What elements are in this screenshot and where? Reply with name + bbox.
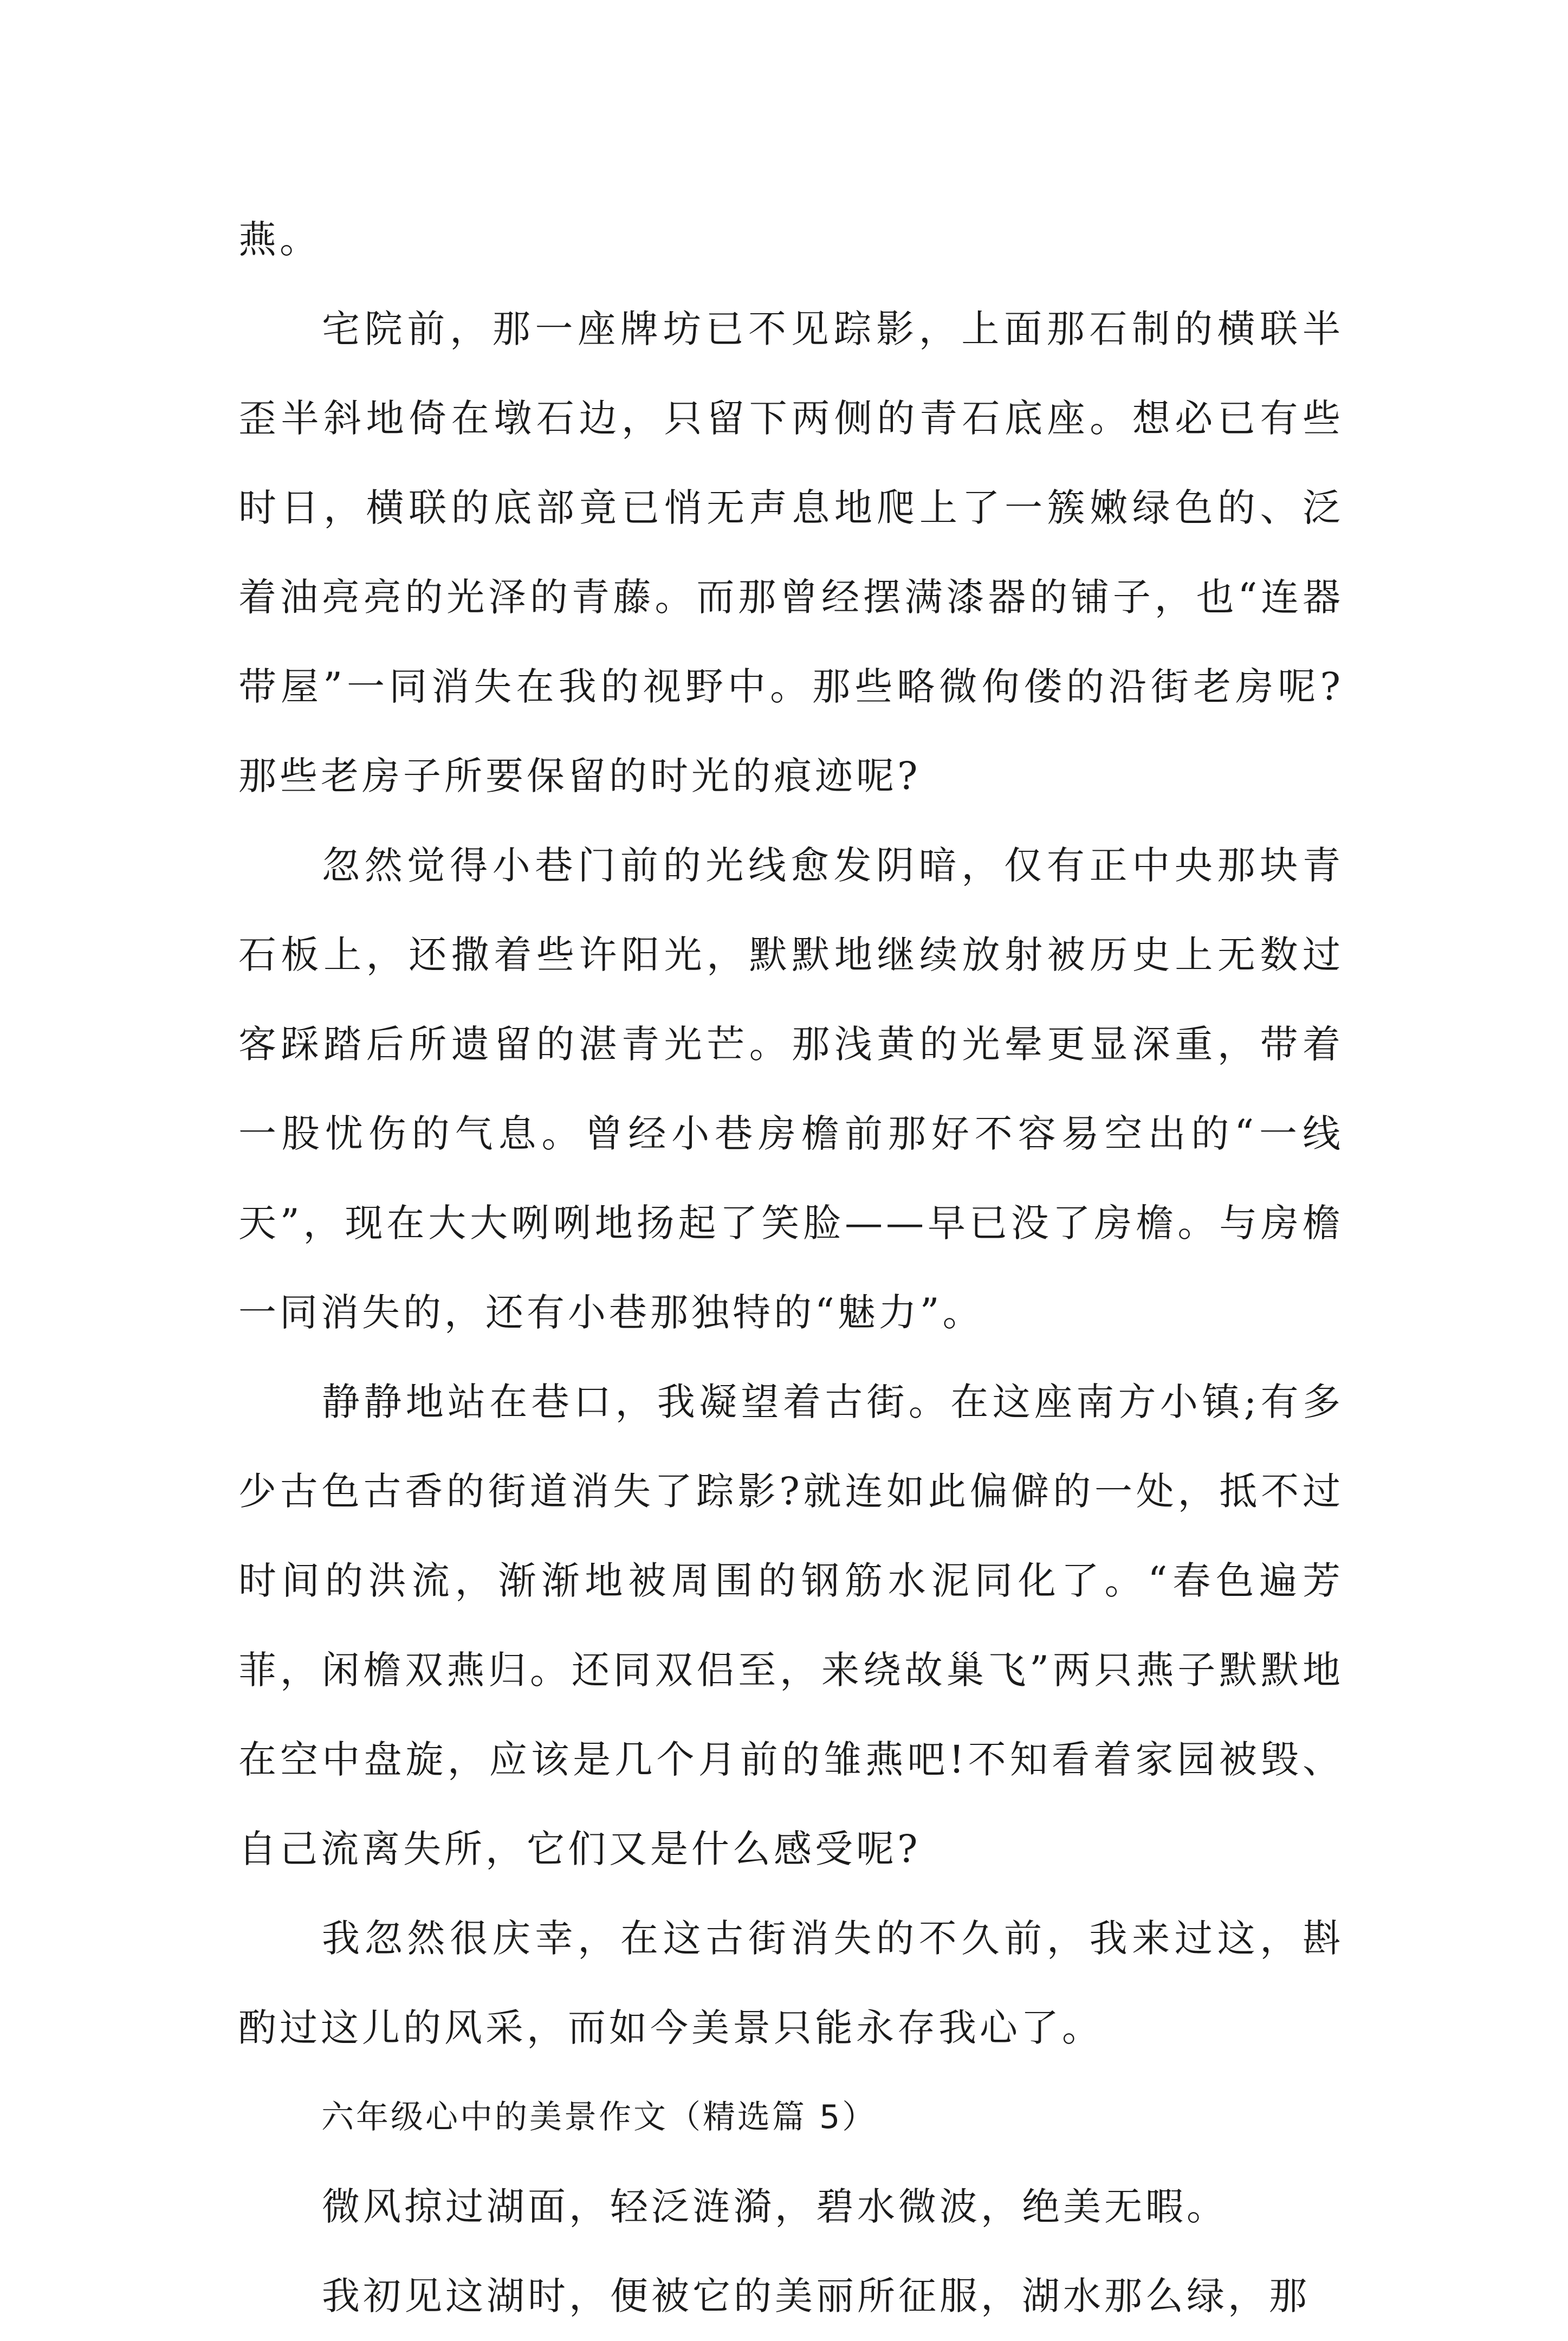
paragraph-memorial-archway: 宅院前，那一座牌坊已不见踪影，上面那石制的横联半歪半斜地倚在墩石边，只留下两侧的青石底座。想必已有些时日，横联的底部竟已悄无声息地爬上了一簇嫩绿色的、泛着油亮亮的光泽的青藤。而那曾经摆满漆器的铺子，也“连器带屋”一同消失在我的视野中。那些略微佝偻的沿街老房呢?那些老房子所要保留的时光的痕迹呢? xyxy=(238,307,1344,798)
paragraph-alley-light: 忽然觉得小巷门前的光线愈发阴暗，仅有正中央那块青石板上，还撒着些许阳光，默默地继续放射被历史上无数过客踩踏后所遗留的湛青光芒。那浅黄的光晕更显深重，带着一股忧伤的气息。曾经小巷房檐前那好不容易空出的“一线天”，现在大大咧咧地扬起了笑脸——早已没了房檐。与房檐一同消失的，还有小巷那独特的“魅力”。 xyxy=(238,843,1344,1335)
article-body xyxy=(238,195,1344,2341)
paragraph-old-street: 静静地站在巷口，我凝望着古街。在这座南方小镇;有多少古色古香的街道消失了踪影?就连如此偏僻的一处，抵不过时间的洪流，渐渐地被周围的钢筋水泥同化了。“春色遍芳菲，闲檐双燕归。还同双侣至，来绕故巢飞”两只燕子默默地在空中盘旋，应该是几个月前的雏燕吧!不知看着家园被毁、自己流离失所，它们又是什么感受呢? xyxy=(238,1380,1344,1871)
paragraph-fortunate: 我忽然很庆幸，在这古街消失的不久前，我来过这，斟酌过这儿的风采，而如今美景只能永存我心了。 xyxy=(238,1916,1344,2050)
paragraph-first-sight: 我初见这湖时，便被它的美丽所征服，湖水那么绿，那 xyxy=(322,2274,1310,2318)
paragraph-breeze-lake: 微风掠过湖面，轻泛涟漪，碧水微波，绝美无暇。 xyxy=(322,2184,1228,2229)
paragraph-continuation: 燕。 xyxy=(238,217,321,262)
section-heading: 六年级心中的美景作文（精选篇 5） xyxy=(321,2098,877,2136)
